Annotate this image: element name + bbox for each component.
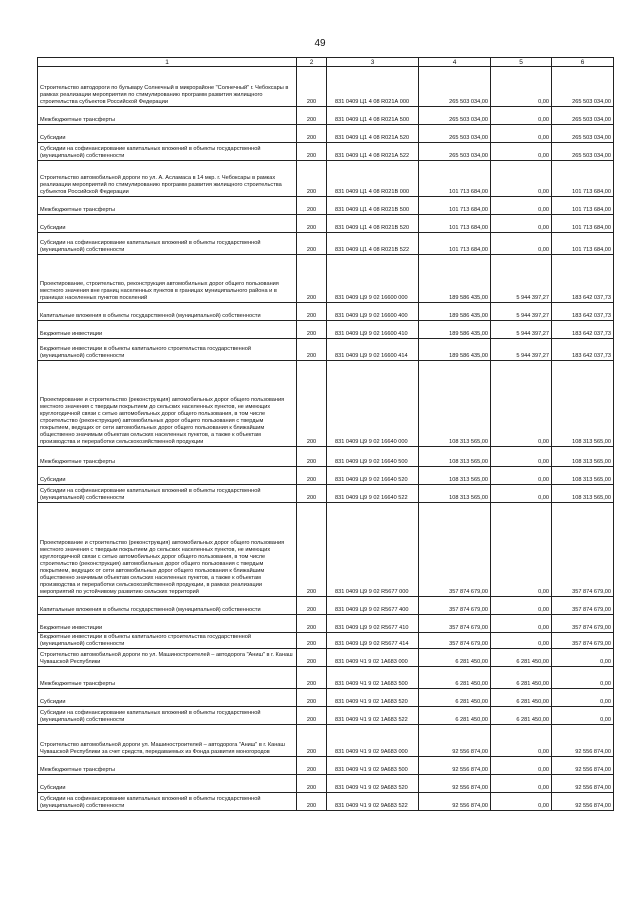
row-final-amount: 92 556 874,00 (552, 725, 614, 757)
row-budget-code: 831 0409 Ч1 9 02 1А683 520 (327, 689, 419, 707)
row-name: Строительство автомобильной дороги ул. Машиностроителей – автодорога "Аниш" в г. Канаш Чувашской Республики за счет средств, передаваемых из Фонда развития моногородов (38, 725, 297, 757)
column-header: 3 (327, 58, 419, 67)
row-name: Межбюджетные трансферты (38, 667, 297, 689)
row-final-amount: 108 313 565,00 (552, 447, 614, 467)
row-budget-code: 831 0409 Ч1 9 02 1А683 522 (327, 707, 419, 725)
row-budget-code: 831 0409 Ч1 9 02 9А683 500 (327, 757, 419, 775)
row-change-amount: 5 944 397,27 (491, 303, 552, 321)
row-code: 200 (297, 467, 327, 485)
row-name: Проектирование и строительство (реконструкция) автомобильных дорог общего пользования местного значения с твердым покрытием до сельских населенных пунктов, не имеющих круглогодичной связи с сетью автомобильных дорог общего пользования, в том числе строительство (реконструкция) автомобильных дорог общего пользования с твердым покрытием, ведущих от сети автомобильных дорог общего пользования к ближайшим общественно значимым объектам сельских населенных пунктов, а также к объектам производства и переработки сельскохозяйственной продукции (38, 361, 297, 447)
row-budget-code: 831 0409 Ц1 4 08 R021А 522 (327, 143, 419, 161)
row-code: 200 (297, 339, 327, 361)
row-final-amount: 101 713 684,00 (552, 161, 614, 197)
row-change-amount: 0,00 (491, 215, 552, 233)
row-final-amount: 265 503 034,00 (552, 107, 614, 125)
row-change-amount: 0,00 (491, 485, 552, 503)
row-budget-code: 831 0409 Ц9 9 02 16640 520 (327, 467, 419, 485)
table-row (38, 125, 614, 143)
table-row (38, 757, 614, 775)
table-row (38, 649, 614, 667)
row-approved-amount: 92 556 874,00 (419, 757, 491, 775)
row-approved-amount: 92 556 874,00 (419, 775, 491, 793)
row-approved-amount: 189 586 435,00 (419, 339, 491, 361)
table-row (38, 215, 614, 233)
row-final-amount: 265 503 034,00 (552, 67, 614, 107)
row-change-amount: 0,00 (491, 793, 552, 811)
row-code: 200 (297, 597, 327, 615)
row-change-amount: 0,00 (491, 503, 552, 597)
table-row (38, 67, 614, 107)
row-change-amount: 0,00 (491, 67, 552, 107)
row-name: Проектирование, строительство, реконструкция автомобильных дорог общего пользования местного значения вне границ населенных пунктов в границах муниципального района и в границах населенных пунктов поселений (38, 255, 297, 303)
row-approved-amount: 108 313 565,00 (419, 485, 491, 503)
row-approved-amount: 101 713 684,00 (419, 215, 491, 233)
row-change-amount: 0,00 (491, 633, 552, 649)
table-row (38, 707, 614, 725)
row-name: Межбюджетные трансферты (38, 197, 297, 215)
row-budget-code: 831 0409 Ц1 4 08 R021В 000 (327, 161, 419, 197)
row-change-amount: 0,00 (491, 447, 552, 467)
row-code: 200 (297, 125, 327, 143)
row-budget-code: 831 0409 Ч1 9 02 1А683 500 (327, 667, 419, 689)
row-name: Субсидии на софинансирование капитальных вложений в объекты государственной (муниципальной) собственности (38, 485, 297, 503)
row-approved-amount: 92 556 874,00 (419, 793, 491, 811)
row-approved-amount: 101 713 684,00 (419, 233, 491, 255)
row-code: 200 (297, 633, 327, 649)
row-change-amount: 6 281 450,00 (491, 649, 552, 667)
row-change-amount: 5 944 397,27 (491, 339, 552, 361)
row-final-amount: 357 874 679,00 (552, 503, 614, 597)
row-change-amount: 6 281 450,00 (491, 689, 552, 707)
row-code: 200 (297, 757, 327, 775)
table-row (38, 255, 614, 303)
row-code: 200 (297, 233, 327, 255)
table-row (38, 485, 614, 503)
row-code: 200 (297, 707, 327, 725)
row-code: 200 (297, 143, 327, 161)
row-approved-amount: 265 503 034,00 (419, 125, 491, 143)
row-approved-amount: 92 556 874,00 (419, 725, 491, 757)
row-name: Субсидии (38, 125, 297, 143)
row-name: Проектирование и строительство (реконструкция) автомобильных дорог общего пользования местного значения с твердым покрытием до сельских населенных пунктов, не имеющих круглогодичной связи с сетью автомобильных дорог общего пользования, в том числе строительство (реконструкция) автомобильных дорог общего пользования с твердым покрытием, ведущих от сети автомобильных дорог общего пользования к ближайшим общественно значимым объектам сельских населенных пунктов, а также к объектам производства и переработки сельскохозяйственной продукции, в рамках реализации мероприятий по устойчивому развитию сельских территорий (38, 503, 297, 597)
table-row (38, 361, 614, 447)
row-final-amount: 92 556 874,00 (552, 757, 614, 775)
row-approved-amount: 6 281 450,00 (419, 649, 491, 667)
row-name: Строительство автомобильной дороги по ул. Машиностроителей – автодорога "Аниш" в г. Канаш Чувашской Республики (38, 649, 297, 667)
row-approved-amount: 357 874 679,00 (419, 503, 491, 597)
row-approved-amount: 6 281 450,00 (419, 689, 491, 707)
table-row (38, 467, 614, 485)
row-budget-code: 831 0409 Ц9 9 02 16640 000 (327, 361, 419, 447)
row-final-amount: 101 713 684,00 (552, 233, 614, 255)
row-final-amount: 357 874 679,00 (552, 633, 614, 649)
table-row (38, 667, 614, 689)
row-approved-amount: 189 586 435,00 (419, 321, 491, 339)
row-change-amount: 6 281 450,00 (491, 707, 552, 725)
row-code: 200 (297, 107, 327, 125)
row-change-amount: 0,00 (491, 467, 552, 485)
table-row (38, 633, 614, 649)
row-code: 200 (297, 215, 327, 233)
row-approved-amount: 101 713 684,00 (419, 197, 491, 215)
row-code: 200 (297, 197, 327, 215)
row-final-amount: 357 874 679,00 (552, 597, 614, 615)
row-final-amount: 0,00 (552, 649, 614, 667)
row-change-amount: 0,00 (491, 161, 552, 197)
row-approved-amount: 265 503 034,00 (419, 107, 491, 125)
column-header: 5 (491, 58, 552, 67)
table-row (38, 615, 614, 633)
column-header: 6 (552, 58, 614, 67)
row-final-amount: 265 503 034,00 (552, 143, 614, 161)
row-name: Субсидии (38, 215, 297, 233)
row-budget-code: 831 0409 Ч1 9 02 1А683 000 (327, 649, 419, 667)
row-code: 200 (297, 255, 327, 303)
row-final-amount: 265 503 034,00 (552, 125, 614, 143)
table-row (38, 503, 614, 597)
row-name: Межбюджетные трансферты (38, 107, 297, 125)
row-code: 200 (297, 303, 327, 321)
row-change-amount: 0,00 (491, 775, 552, 793)
row-approved-amount: 357 874 679,00 (419, 633, 491, 649)
row-budget-code: 831 0409 Ц1 4 08 R021В 522 (327, 233, 419, 255)
row-code: 200 (297, 503, 327, 597)
row-name: Бюджетные инвестиции (38, 615, 297, 633)
column-header: 4 (419, 58, 491, 67)
row-budget-code: 831 0409 Ц1 4 08 R021А 000 (327, 67, 419, 107)
row-name: Бюджетные инвестиции в объекты капитального строительства государственной (муниципальной) собственности (38, 633, 297, 649)
row-code: 200 (297, 793, 327, 811)
row-code: 200 (297, 161, 327, 197)
row-name: Субсидии (38, 467, 297, 485)
table-row (38, 107, 614, 125)
row-change-amount: 0,00 (491, 597, 552, 615)
row-final-amount: 183 642 037,73 (552, 303, 614, 321)
row-budget-code: 831 0409 Ц9 9 02 R5677 000 (327, 503, 419, 597)
row-budget-code: 831 0409 Ц9 9 02 16600 000 (327, 255, 419, 303)
table-row (38, 689, 614, 707)
row-final-amount: 108 313 565,00 (552, 485, 614, 503)
row-final-amount: 183 642 037,73 (552, 321, 614, 339)
row-change-amount: 0,00 (491, 197, 552, 215)
table-row (38, 775, 614, 793)
row-change-amount: 0,00 (491, 615, 552, 633)
row-budget-code: 831 0409 Ц9 9 02 16600 414 (327, 339, 419, 361)
row-approved-amount: 265 503 034,00 (419, 143, 491, 161)
row-budget-code: 831 0409 Ц9 9 02 16600 400 (327, 303, 419, 321)
row-final-amount: 183 642 037,73 (552, 255, 614, 303)
row-budget-code: 831 0409 Ц1 4 08 R021В 520 (327, 215, 419, 233)
row-final-amount: 108 313 565,00 (552, 361, 614, 447)
row-change-amount: 0,00 (491, 725, 552, 757)
row-change-amount: 5 944 397,27 (491, 255, 552, 303)
row-approved-amount: 108 313 565,00 (419, 467, 491, 485)
row-final-amount: 101 713 684,00 (552, 215, 614, 233)
row-change-amount: 0,00 (491, 361, 552, 447)
row-name: Бюджетные инвестиции в объекты капитального строительства государственной (муниципальной) собственности (38, 339, 297, 361)
row-change-amount: 0,00 (491, 143, 552, 161)
table-row (38, 321, 614, 339)
row-code: 200 (297, 361, 327, 447)
row-code: 200 (297, 447, 327, 467)
row-final-amount: 92 556 874,00 (552, 775, 614, 793)
row-code: 200 (297, 615, 327, 633)
row-budget-code: 831 0409 Ч1 9 02 9А683 520 (327, 775, 419, 793)
row-name: Строительство автодороги по бульвару Солнечный в микрорайоне "Солнечный" г. Чебоксары в рамках реализации мероприятия по стимулированию программ развития жилищного строительства субъектов Российской Федерации (38, 67, 297, 107)
row-change-amount: 0,00 (491, 233, 552, 255)
row-name: Субсидии на софинансирование капитальных вложений в объекты государственной (муниципальной) собственности (38, 233, 297, 255)
table-row (38, 339, 614, 361)
row-approved-amount: 108 313 565,00 (419, 361, 491, 447)
row-change-amount: 0,00 (491, 125, 552, 143)
row-budget-code: 831 0409 Ч1 9 02 9А683 522 (327, 793, 419, 811)
table-row (38, 161, 614, 197)
row-approved-amount: 6 281 450,00 (419, 707, 491, 725)
row-change-amount: 5 944 397,27 (491, 321, 552, 339)
row-name: Бюджетные инвестиции (38, 321, 297, 339)
row-final-amount: 357 874 679,00 (552, 615, 614, 633)
row-budget-code: 831 0409 Ц9 9 02 R5677 410 (327, 615, 419, 633)
table-row (38, 143, 614, 161)
column-header: 1 (38, 58, 297, 67)
table-row (38, 725, 614, 757)
table-body (38, 67, 614, 811)
row-budget-code: 831 0409 Ч1 9 02 9А683 000 (327, 725, 419, 757)
budget-table (37, 57, 614, 811)
row-final-amount: 0,00 (552, 667, 614, 689)
table-row (38, 233, 614, 255)
row-final-amount: 108 313 565,00 (552, 467, 614, 485)
row-budget-code: 831 0409 Ц1 4 08 R021А 500 (327, 107, 419, 125)
row-name: Субсидии (38, 775, 297, 793)
row-budget-code: 831 0409 Ц9 9 02 16600 410 (327, 321, 419, 339)
row-budget-code: 831 0409 Ц9 9 02 16640 522 (327, 485, 419, 503)
row-final-amount: 183 642 037,73 (552, 339, 614, 361)
row-code: 200 (297, 321, 327, 339)
row-name: Субсидии на софинансирование капитальных вложений в объекты государственной (муниципальной) собственности (38, 143, 297, 161)
row-code: 200 (297, 485, 327, 503)
row-code: 200 (297, 775, 327, 793)
table-row (38, 197, 614, 215)
row-name: Межбюджетные трансферты (38, 757, 297, 775)
row-name: Строительство автомобильной дороги по ул. А. Асламаса в 14 мкр. г. Чебоксары в рамках реализации мероприятий по стимулированию программ развития жилищного строительства субъектов Российской Федерации (38, 161, 297, 197)
row-approved-amount: 357 874 679,00 (419, 597, 491, 615)
page-number: 49 (314, 38, 326, 49)
table-row (38, 447, 614, 467)
row-budget-code: 831 0409 Ц9 9 02 R5677 414 (327, 633, 419, 649)
row-approved-amount: 265 503 034,00 (419, 67, 491, 107)
row-approved-amount: 101 713 684,00 (419, 161, 491, 197)
row-name: Межбюджетные трансферты (38, 447, 297, 467)
row-approved-amount: 189 586 435,00 (419, 255, 491, 303)
row-approved-amount: 6 281 450,00 (419, 667, 491, 689)
row-final-amount: 101 713 684,00 (552, 197, 614, 215)
row-change-amount: 6 281 450,00 (491, 667, 552, 689)
row-code: 200 (297, 667, 327, 689)
row-name: Капитальные вложения в объекты государственной (муниципальной) собственности (38, 597, 297, 615)
row-name: Капитальные вложения в объекты государственной (муниципальной) собственности (38, 303, 297, 321)
column-header: 2 (297, 58, 327, 67)
row-approved-amount: 189 586 435,00 (419, 303, 491, 321)
table-row (38, 793, 614, 811)
row-name: Субсидии на софинансирование капитальных вложений в объекты государственной (муниципальной) собственности (38, 793, 297, 811)
row-final-amount: 92 556 874,00 (552, 793, 614, 811)
row-change-amount: 0,00 (491, 757, 552, 775)
row-name: Субсидии на софинансирование капитальных вложений в объекты государственной (муниципальной) собственности (38, 707, 297, 725)
row-budget-code: 831 0409 Ц9 9 02 R5677 400 (327, 597, 419, 615)
row-approved-amount: 357 874 679,00 (419, 615, 491, 633)
row-code: 200 (297, 725, 327, 757)
row-budget-code: 831 0409 Ц9 9 02 16640 500 (327, 447, 419, 467)
table-row (38, 597, 614, 615)
row-code: 200 (297, 649, 327, 667)
row-budget-code: 831 0409 Ц1 4 08 R021А 520 (327, 125, 419, 143)
row-approved-amount: 108 313 565,00 (419, 447, 491, 467)
table-header-row (38, 58, 614, 67)
row-name: Субсидии (38, 689, 297, 707)
row-budget-code: 831 0409 Ц1 4 08 R021В 500 (327, 197, 419, 215)
row-final-amount: 0,00 (552, 689, 614, 707)
row-final-amount: 0,00 (552, 707, 614, 725)
row-code: 200 (297, 67, 327, 107)
row-code: 200 (297, 689, 327, 707)
row-change-amount: 0,00 (491, 107, 552, 125)
table-row (38, 303, 614, 321)
